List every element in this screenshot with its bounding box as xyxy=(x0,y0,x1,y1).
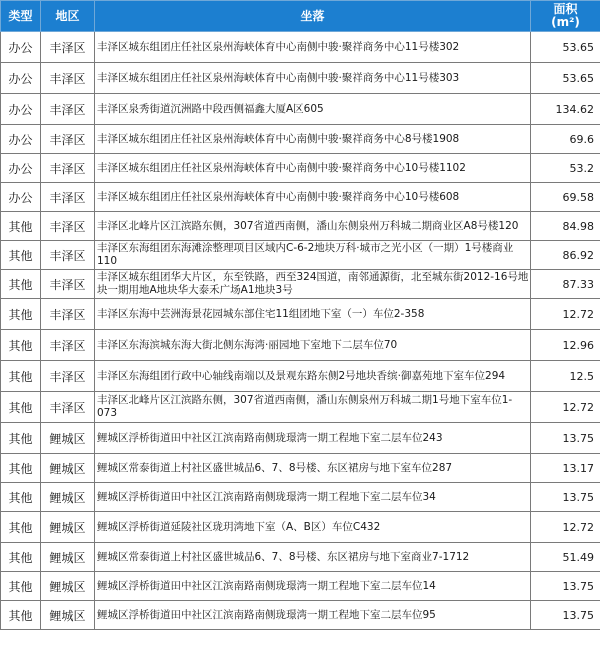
cell-area: 53.65 xyxy=(531,32,600,63)
cell-district: 鲤城区 xyxy=(41,543,95,572)
cell-address: 丰泽区城东组团庄任社区泉州海峡体育中心南侧中骏·聚祥商务中心8号楼1908 xyxy=(95,125,531,154)
cell-address: 丰泽区城东组团庄任社区泉州海峡体育中心南侧中骏·聚祥商务中心11号楼302 xyxy=(95,32,531,63)
header-address: 坐落 xyxy=(95,1,531,32)
table-row xyxy=(1,125,600,154)
cell-area: 53.65 xyxy=(531,63,600,94)
cell-district: 丰泽区 xyxy=(41,361,95,392)
cell-address: 丰泽区东海组团东海滩涂整理项目区域内C-6-2地块万科·城市之光小区（一期）1号楼商业110 xyxy=(95,241,531,270)
cell-area: 13.17 xyxy=(531,454,600,483)
cell-area: 12.72 xyxy=(531,299,600,330)
cell-district: 丰泽区 xyxy=(41,63,95,94)
table-row xyxy=(1,212,600,241)
cell-type: 其他 xyxy=(1,361,41,392)
cell-type: 其他 xyxy=(1,543,41,572)
cell-type: 其他 xyxy=(1,454,41,483)
cell-area: 134.62 xyxy=(531,94,600,125)
cell-area: 86.92 xyxy=(531,241,600,270)
header-area-label: 面积 xyxy=(553,2,578,16)
cell-area: 87.33 xyxy=(531,270,600,299)
cell-area: 12.96 xyxy=(531,330,600,361)
cell-address: 鲤城区浮桥街道田中社区江滨南路南侧珑璟湾一期工程地下室二层车位14 xyxy=(95,572,531,601)
cell-type: 其他 xyxy=(1,212,41,241)
table-row xyxy=(1,94,600,125)
cell-address: 丰泽区泉秀街道沉洲路中段西侧福鑫大厦A区605 xyxy=(95,94,531,125)
cell-district: 鲤城区 xyxy=(41,512,95,543)
table-row xyxy=(1,543,600,572)
cell-address: 鲤城区常泰街道上村社区盛世城品6、7、8号楼、东区裙房与地下室车位287 xyxy=(95,454,531,483)
header-area xyxy=(531,1,600,32)
cell-area: 69.6 xyxy=(531,125,600,154)
cell-district: 丰泽区 xyxy=(41,241,95,270)
cell-district: 丰泽区 xyxy=(41,330,95,361)
cell-area: 12.72 xyxy=(531,512,600,543)
cell-address: 丰泽区东海中芸洲海景花园城东部住宅11组团地下室（一）车位2-358 xyxy=(95,299,531,330)
cell-area: 13.75 xyxy=(531,483,600,512)
cell-area: 53.2 xyxy=(531,154,600,183)
cell-district: 鲤城区 xyxy=(41,572,95,601)
table-row xyxy=(1,183,600,212)
header-row xyxy=(1,1,600,32)
cell-address: 丰泽区城东组团庄任社区泉州海峡体育中心南侧中骏·聚祥商务中心10号楼1102 xyxy=(95,154,531,183)
table-row xyxy=(1,330,600,361)
cell-district: 鲤城区 xyxy=(41,601,95,630)
table-row xyxy=(1,454,600,483)
cell-type: 其他 xyxy=(1,512,41,543)
table-row xyxy=(1,483,600,512)
cell-address: 鲤城区浮桥街道田中社区江滨南路南侧珑璟湾一期工程地下室二层车位95 xyxy=(95,601,531,630)
cell-district: 丰泽区 xyxy=(41,32,95,63)
cell-district: 鲤城区 xyxy=(41,423,95,454)
cell-district: 丰泽区 xyxy=(41,299,95,330)
cell-area: 12.5 xyxy=(531,361,600,392)
cell-address: 鲤城区浮桥街道田中社区江滨南路南侧珑璟湾一期工程地下室二层车位243 xyxy=(95,423,531,454)
cell-area: 13.75 xyxy=(531,601,600,630)
cell-type: 办公 xyxy=(1,183,41,212)
cell-type: 其他 xyxy=(1,423,41,454)
cell-address: 鲤城区浮桥街道田中社区江滨南路南侧珑璟湾一期工程地下室二层车位34 xyxy=(95,483,531,512)
table-row xyxy=(1,63,600,94)
cell-address: 丰泽区东海滨城东海大街北侧东海湾·丽园地下室地下二层车位70 xyxy=(95,330,531,361)
cell-type: 其他 xyxy=(1,392,41,423)
cell-type: 其他 xyxy=(1,299,41,330)
cell-area: 69.58 xyxy=(531,183,600,212)
cell-address: 鲤城区浮桥街道延陵社区珑玥湾地下室（A、B区）车位C432 xyxy=(95,512,531,543)
cell-district: 鲤城区 xyxy=(41,454,95,483)
header-district: 地区 xyxy=(41,1,95,32)
cell-address: 丰泽区城东组团华大片区，东至铁路，西至324国道，南邻通源街，北至城东街2012-16号地块一期用地A地块华大泰禾广场A1地块3号 xyxy=(95,270,531,299)
table-row xyxy=(1,601,600,630)
cell-type: 其他 xyxy=(1,270,41,299)
cell-type: 办公 xyxy=(1,125,41,154)
cell-area: 13.75 xyxy=(531,423,600,454)
cell-address: 丰泽区城东组团庄任社区泉州海峡体育中心南侧中骏·聚祥商务中心10号楼608 xyxy=(95,183,531,212)
cell-type: 其他 xyxy=(1,483,41,512)
table-row xyxy=(1,361,600,392)
table-body xyxy=(1,32,600,630)
cell-type: 办公 xyxy=(1,63,41,94)
table-row xyxy=(1,241,600,270)
cell-district: 丰泽区 xyxy=(41,125,95,154)
cell-type: 办公 xyxy=(1,154,41,183)
table-row xyxy=(1,423,600,454)
cell-type: 其他 xyxy=(1,241,41,270)
cell-address: 鲤城区常泰街道上村社区盛世城品6、7、8号楼、东区裙房与地下室商业7-1712 xyxy=(95,543,531,572)
cell-type: 办公 xyxy=(1,32,41,63)
cell-district: 鲤城区 xyxy=(41,483,95,512)
table-row xyxy=(1,392,600,423)
cell-address: 丰泽区北峰片区江滨路东侧，307省道西南侧，潘山东侧泉州万科城二期1号地下室车位1-073 xyxy=(95,392,531,423)
cell-district: 丰泽区 xyxy=(41,392,95,423)
cell-area: 13.75 xyxy=(531,572,600,601)
cell-area: 84.98 xyxy=(531,212,600,241)
cell-district: 丰泽区 xyxy=(41,270,95,299)
cell-area: 12.72 xyxy=(531,392,600,423)
cell-address: 丰泽区北峰片区江滨路东侧，307省道西南侧，潘山东侧泉州万科城二期商业区A8号楼120 xyxy=(95,212,531,241)
header-area-unit: (m²) xyxy=(551,15,580,29)
cell-district: 丰泽区 xyxy=(41,154,95,183)
cell-area: 51.49 xyxy=(531,543,600,572)
cell-address: 丰泽区东海组团行政中心轴线南端以及景观东路东侧2号地块香缤·御嘉苑地下室车位294 xyxy=(95,361,531,392)
table-row xyxy=(1,299,600,330)
cell-district: 丰泽区 xyxy=(41,94,95,125)
cell-type: 其他 xyxy=(1,601,41,630)
cell-district: 丰泽区 xyxy=(41,212,95,241)
cell-district: 丰泽区 xyxy=(41,183,95,212)
table-row xyxy=(1,572,600,601)
cell-address: 丰泽区城东组团庄任社区泉州海峡体育中心南侧中骏·聚祥商务中心11号楼303 xyxy=(95,63,531,94)
header-type: 类型 xyxy=(1,1,41,32)
table-row xyxy=(1,512,600,543)
cell-type: 其他 xyxy=(1,330,41,361)
cell-type: 办公 xyxy=(1,94,41,125)
table-row xyxy=(1,270,600,299)
cell-type: 其他 xyxy=(1,572,41,601)
table-row xyxy=(1,32,600,63)
table-row xyxy=(1,154,600,183)
